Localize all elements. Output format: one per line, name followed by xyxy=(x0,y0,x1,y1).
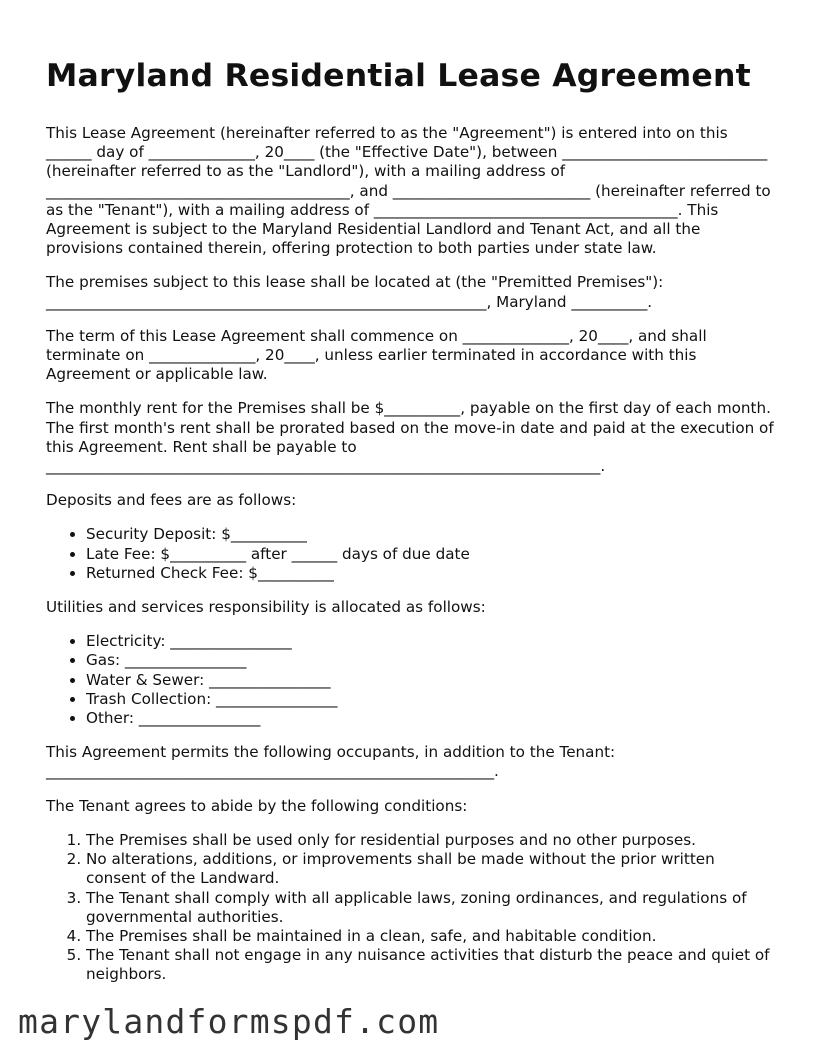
document-title: Maryland Residential Lease Agreement xyxy=(46,58,751,94)
deposits-list xyxy=(46,525,776,583)
occupants-paragraph: This Agreement permits the following occupants, in addition to the Tenant: ___________________________________________________________. xyxy=(46,743,621,781)
utility-water-sewer: • Water & Sewer: ________________ xyxy=(86,671,776,690)
condition-item: 4. The Premises shall be maintained in a clean, safe, and habitable condition. xyxy=(86,927,776,946)
condition-item: 3. The Tenant shall comply with all applicable laws, zoning ordinances, and regulations of governmental authorities. xyxy=(86,889,776,927)
rent-paragraph: The monthly rent for the Premises shall be $__________, payable on the first day of each month. The first month's rent shall be prorated based on the move-in date and paid at the execution of this Agreement. Rent shall be payable to _________________________________________________________________________. xyxy=(46,399,779,476)
utility-electricity: • Electricity: ________________ xyxy=(86,632,776,651)
utility-other: • Other: ________________ xyxy=(86,709,776,728)
condition-item: 5. The Tenant shall not engage in any nuisance activities that disturb the peace and quiet of neighbors. xyxy=(86,946,776,984)
condition-item: 2. No alterations, additions, or improvements shall be made without the prior written consent of the Landward. xyxy=(86,850,776,888)
conditions-list xyxy=(46,831,776,985)
utility-trash: • Trash Collection: ________________ xyxy=(86,690,776,709)
deposit-returned-check: • Returned Check Fee: $__________ xyxy=(86,564,776,583)
condition-item: 1. The Premises shall be used only for residential purposes and no other purposes. xyxy=(86,831,776,850)
utility-gas: • Gas: ________________ xyxy=(86,651,776,670)
document-page xyxy=(46,56,779,1000)
conditions-heading: The Tenant agrees to abide by the following conditions: xyxy=(46,796,468,815)
premises-paragraph: The premises subject to this lease shall be located at (the "Premitted Premises"): __________________________________________________________, Maryland __________. xyxy=(46,273,669,311)
deposits-heading: Deposits and fees are as follows: xyxy=(46,491,297,510)
utilities-list xyxy=(46,632,776,728)
intro-paragraph: This Lease Agreement (hereinafter referred to as the "Agreement") is entered into on this ______ day of ______________, 20____ (the "Effective Date"), between ___________________________ (hereinafter referred to as the "Landlord"), with a mailing address of ________________________________________, and __________________________ (hereinafter referred to as the "Tenant"), with a mailing address of ________________________________________. This Agreement is subject to the Maryland Residential Landlord and Tenant Act, and all the provisions contained therein, offering protection to both parties under state law. xyxy=(46,124,776,258)
deposit-late-fee: • Late Fee: $__________ after ______ days of due date xyxy=(86,545,776,564)
watermark-text: marylandformspdf.com xyxy=(18,1002,440,1041)
utilities-heading: Utilities and services responsibility is allocated as follows: xyxy=(46,598,486,617)
term-paragraph: The term of this Lease Agreement shall commence on ______________, 20____, and shall terminate on ______________, 20____, unless earlier terminated in accordance with this Agreement or applicable law. xyxy=(46,326,712,384)
deposit-security: • Security Deposit: $__________ xyxy=(86,525,776,544)
